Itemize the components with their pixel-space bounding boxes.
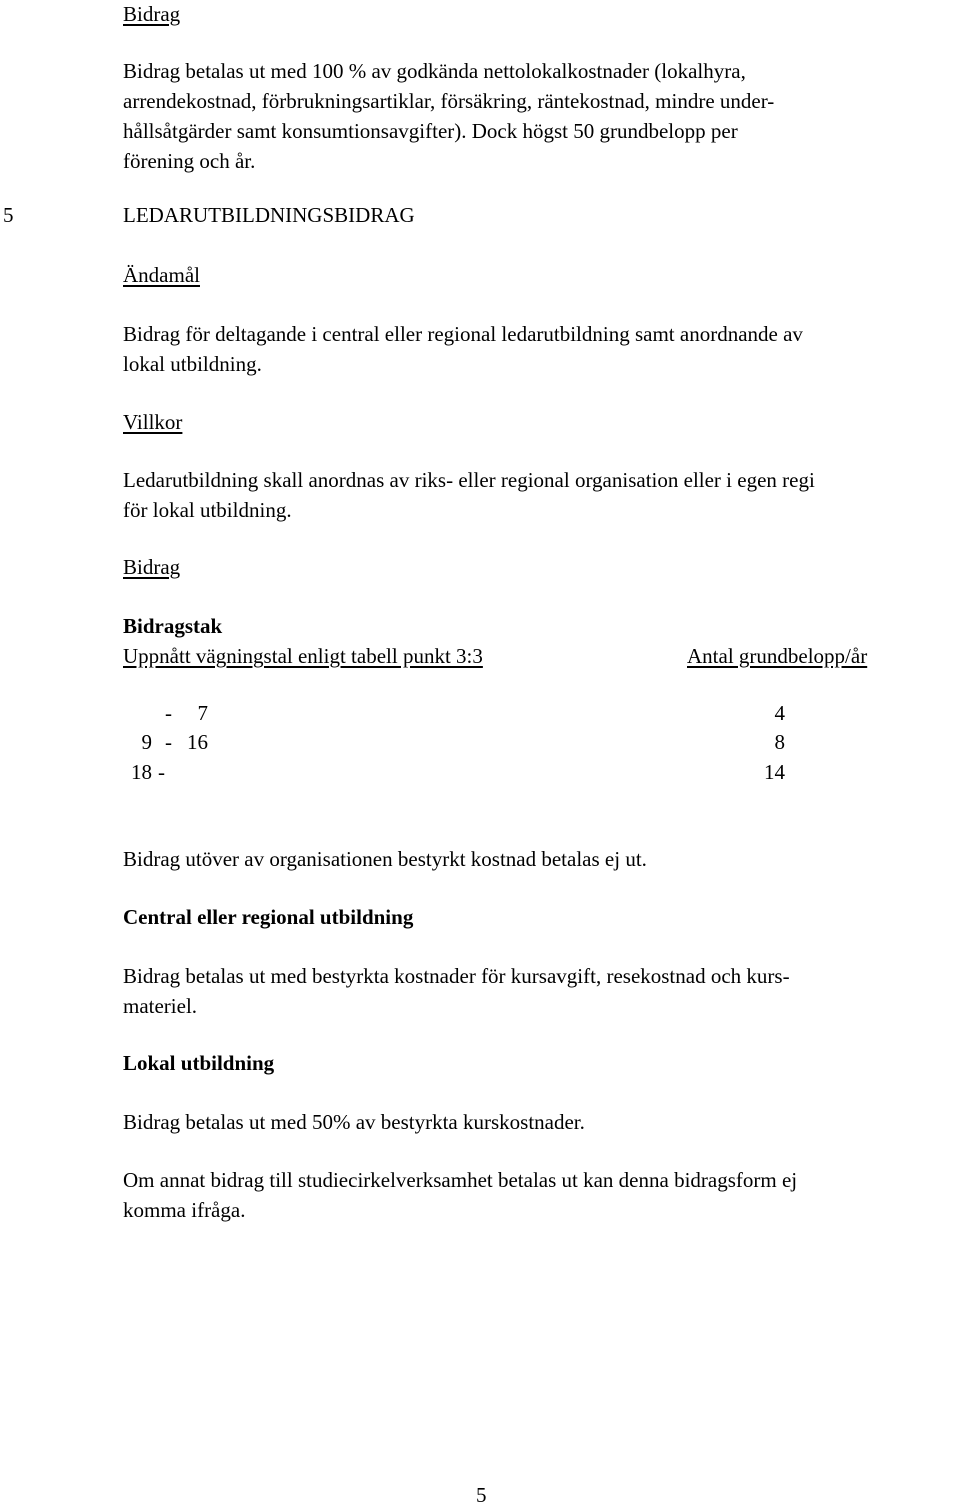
table-cell-separator: - [165,701,172,725]
excess-note: Bidrag utöver av organisationen bestyrkt kostnad betalas ej ut. [123,847,647,871]
table-cell-to: 16 [187,730,208,754]
cap-heading: Bidragstak [123,614,223,638]
intro-heading: Bidrag [123,2,181,26]
table-header-amount: Antal grundbelopp/år [687,644,868,668]
page-number: 5 [476,1483,487,1507]
table-cell-amount: 14 [764,760,785,784]
table-cell-amount: 4 [774,701,785,725]
table-cell-separator: - [158,760,165,784]
section-number: 5 [3,203,14,227]
purpose-heading: Ändamål [123,263,200,287]
local-paragraph: Bidrag betalas ut med 50% av bestyrkta kurskostnader. [123,1110,585,1134]
central-paragraph: Bidrag betalas ut med bestyrkta kostnader för kursavgift, resekostnad och kurs- materiel. [123,964,790,1018]
other-grant-paragraph: Om annat bidrag till studiecirkelverksamhet betalas ut kan denna bidragsform ej komma ifråga. [123,1168,798,1222]
central-heading: Central eller regional utbildning [123,905,414,929]
conditions-paragraph: Ledarutbildning skall anordnas av riks- eller regional organisation eller i egen regi för lokal utbildning. [123,468,815,522]
table-cell-to: 7 [197,701,208,725]
purpose-paragraph: Bidrag för deltagande i central eller regional ledarutbildning samt anordnande av lokal utbildning. [123,322,803,376]
table-cell-amount: 8 [774,730,785,754]
table-cell-from: 9 [141,730,152,754]
section-title: LEDARUTBILDNINGSBIDRAG [123,203,415,227]
grant-heading: Bidrag [123,555,181,579]
table-cell-from: 18 [131,760,152,784]
conditions-heading: Villkor [123,410,183,434]
table-cell-separator: - [165,730,172,754]
intro-paragraph: Bidrag betalas ut med 100 % av godkända nettolokalkostnader (lokalhyra, arrendekostnad, förbrukningsartiklar, försäkring, räntekostnad, mindre under- hållsåtgärder samt konsumtionsavgifter). Dock högst 50 grundbelopp per förening och år. [123,59,775,173]
table-header-weighting: Uppnått vägningstal enligt tabell punkt 3:3 [123,644,483,668]
local-heading: Lokal utbildning [123,1051,275,1075]
